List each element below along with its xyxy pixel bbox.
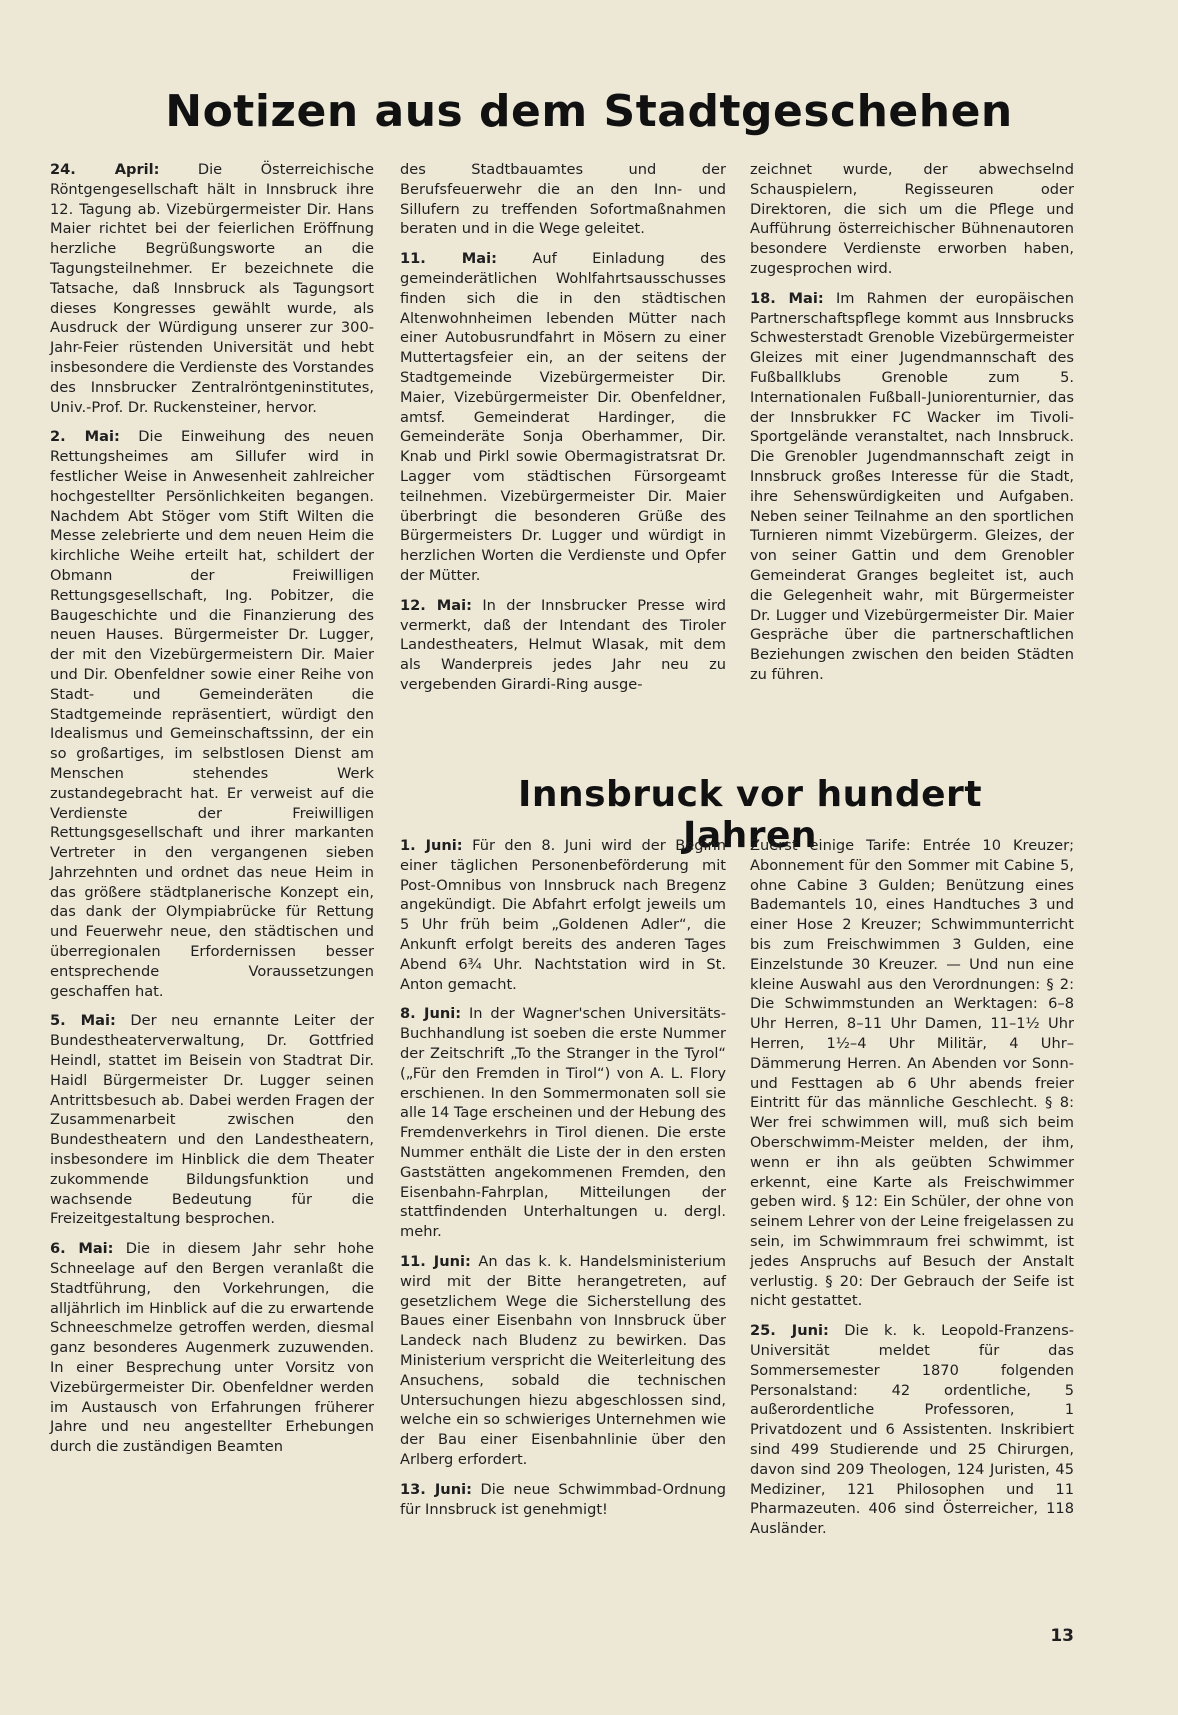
- entry-date: 24. April:: [50, 161, 160, 178]
- news-entry: [50, 1011, 374, 1229]
- entry-text: In der Wagner'schen Universitäts-Buchhandlung ist soeben die erste Nummer der Zeitschrift „To the Stranger in the Tyrol“ („Für den Fremden in Tirol“) von A. L. Flory erschienen. In den Sommermonaten soll sie alle 14 Tage erscheinen und der Hebung des Fremdenverkehrs in Tirol dienen. Die erste Nummer enthält die Liste der in den ersten Gaststätten angekommenen Fremden, den Eisenbahn-Fahrplan, Mitteilungen der stattfindenden Unterhaltungen u. dergl. mehr.: [400, 1005, 726, 1241]
- entry-text: Zuerst einige Tarife: Entrée 10 Kreuzer; Abonnement für den Sommer mit Cabine 5, ohne Cabine 3 Gulden; Benützung eines Bademantels 10, eines Handtuches 3 und einer Hose 2 Kreuzer; Schwimmunterricht bis zum Freischwimmen 3 Gulden, eine Einzelstunde 30 Kreuzer. — Und nun eine kleine Auswahl aus den Verordnungen: § 2: Die Schwimmstunden an Werktagen: 6–8 Uhr Herren, 8–11 Uhr Damen, 11–1½ Uhr Herren, 1½–4 Uhr Militär, 4 Uhr–Dämmerung Herren. An Abenden vor Sonn- und Festtagen ab 6 Uhr abends freier Eintritt für das männliche Geschlecht. § 8: Wer frei schwimmen will, muß sich beim Oberschwimm-Meister melden, der ihm, wenn er ihn als geübten Schwimmer erkennt, eine Karte als Freischwimmer geben wird. § 12: Ein Schüler, der ohne von seinem Lehrer von der Leine freigelassen zu sein, im Schwimmraum frei schwimmt, ist jedes Anspruchs auf Besuch der Anstalt verlustig. § 20: Der Gebrauch der Seife ist nicht gestattet.: [750, 837, 1074, 1310]
- entry-text: zeichnet wurde, der abwechselnd Schauspielern, Regisseuren oder Direktoren, die sich um die Pflege und Aufführung österreichischer Bühnenautoren besondere Verdienste erworben haben, zugesprochen wird.: [750, 161, 1074, 277]
- news-entry: [400, 160, 726, 239]
- column-3: [750, 160, 1074, 695]
- news-entry: [400, 596, 726, 695]
- entry-text: Auf Einladung des gemeinderätlichen Wohlfahrtsausschusses finden sich die in den städtischen Altenwohnheimen lebenden Mütter nach einer Autobusrundfahrt in Mösern zu einer Muttertagsfeier ein, an der seitens der Stadtgemeinde Vizebürgermeister Dir. Maier, Vizebürgermeister Dir. Obenfeldner, amtsf. Gemeinderat Hardinger, die Gemeinderäte Sonja Oberhammer, Dir. Knab und Pirkl sowie Obermagistratsrat Dr. Lagger vom städtischen Fürsorgeamt teilnehmen. Vizebürgermeister Dir. Maier überbringt die besonderen Grüße des Bürgermeisters Dr. Lugger und würdigt in herzlichen Worten die Verdienste und Opfer der Mütter.: [400, 250, 726, 584]
- section-headline: Innsbruck vor hundert Jahren: [517, 774, 983, 856]
- column-1: [50, 160, 374, 1467]
- news-entry: [50, 1239, 374, 1457]
- news-entry: [50, 427, 374, 1001]
- entry-date: 11. Mai:: [400, 250, 497, 268]
- news-entry: [750, 1321, 1074, 1539]
- entry-text: Die k. k. Leopold-Franzens-Universität meldet für das Sommersemester 1870 folgenden Personalstand: 42 ordentliche, 5 außerordentliche Professoren, 1 Privatdozent und 6 Assistenten. Inskribiert sind 499 Studierende und 25 Chirurgen, davon sind 209 Theologen, 124 Juristen, 45 Mediziner, 121 Philosophen und 11 Pharmazeuten. 406 sind Österreicher, 118 Ausländer.: [750, 1322, 1074, 1538]
- entry-text: Die in diesem Jahr sehr hohe Schneelage auf den Bergen veranlaßt die Stadtführung, den Vorkehrungen, die alljährlich im Hinblick auf die zu erwartende Schneeschmelze getroffen werden, diesmal ganz besonderes Augenmerk zuzuwenden. In einer Besprechung unter Vorsitz von Vizebürgermeister Dir. Obenfeldner werden im Austausch von Erfahrungen früherer Jahre und neu angestellter Erhebungen durch die zuständigen Beamten: [50, 1240, 374, 1456]
- entry-text: Die Einweihung des neuen Rettungsheimes am Sillufer wird in festlicher Weise in Anwesenheit zahlreicher hochgestellter Persönlichkeiten begangen. Nachdem Abt Stöger vom Stift Wilten die Messe zelebrierte und dem neuen Heim die kirchliche Weihe erteilt hat, schildert der Obmann der Freiwilligen Rettungsgesellschaft, Ing. Pobitzer, die Baugeschichte und die Finanzierung des neuen Hauses. Bürgermeister Dr. Lugger, der mit den Vizebürgermeistern Dir. Maier und Dir. Obenfeldner sowie einer Reihe von Stadt- und Gemeinderäten die Stadtgemeinde repräsentiert, würdigt den Idealismus und Gemeinschaftssinn, der ein so großartiges, im selbstlosen Dienst am Menschen stehendes Werk zustandegebracht hat. Er verweist auf die Verdienste der Freiwilligen Rettungsgesellschaft und ihrer markanten Vertreter in den vergangenen sieben Jahrzehnten und ordnet das neue Heim in das größere städtplanerische Konzept ein, das dank der Olympiabrücke für Rettung und Feuerwehr neue, den städtischen und überregionalen Erfordernissen besser entsprechende Voraussetzungen geschaffen hat.: [50, 428, 374, 1000]
- news-entry: [750, 836, 1074, 1311]
- news-entry: [400, 249, 726, 586]
- entry-text: des Stadtbauamtes und der Berufsfeuerwehr die an den Inn- und Sillufern zu treffenden Sofortmaßnahmen beraten und in die Wege geleitet.: [400, 161, 726, 238]
- entry-date: 1. Juni:: [400, 837, 463, 854]
- news-entry: [400, 1480, 726, 1520]
- column-4: [400, 836, 726, 1529]
- entry-date: 2. Mai:: [50, 428, 120, 446]
- entry-text: Für den 8. Juni wird der Beginn einer täglichen Personenbeförderung mit Post-Omnibus von Innsbruck nach Bregenz angekündigt. Die Abfahrt erfolgt jeweils um 5 Uhr früh beim „Goldenen Adler“, die Ankunft erfolgt bereits des anderen Tages Abend 6¾ Uhr. Nachtstation wird in St. Anton gemacht.: [400, 837, 727, 993]
- entry-text: Die neue Schwimmbad-Ordnung für Innsbruck ist genehmigt!: [400, 1480, 726, 1518]
- page-headline: Notizen aus dem Stadtgeschehen: [165, 86, 1013, 137]
- entry-date: 5. Mai:: [50, 1012, 116, 1030]
- entry-date: 13. Juni:: [400, 1480, 472, 1498]
- entry-text: Der neu ernannte Leiter der Bundestheaterverwaltung, Dr. Gottfried Heindl, stattet im Beisein von Stadtrat Dir. Haidl Bürgermeister Dr. Lugger seinen Antrittsbesuch ab. Dabei werden Fragen der Zusammenarbeit zwischen den Bundestheatern und den Landestheatern, insbesondere im Hinblick die dem Theater zukommende Bildungsfunktion und wachsende Bedeutung für die Freizeitgestaltung besprochen.: [50, 1012, 374, 1228]
- news-entry: [750, 289, 1074, 685]
- entry-date: 11. Juni:: [400, 1252, 471, 1270]
- entry-text: An das k. k. Handelsministerium wird mit der Bitte herangetreten, auf gesetzlichem Wege die Sicherstellung des Baues einer Eisenbahn von Innsbruck über Landeck nach Bludenz zu bewirken. Das Ministerium verspricht die Weiterleitung des Ansuchens, sobald die technischen Untersuchungen hiezu abgeschlossen sind, welche ein so schwieriges Unternehmen wie der Bau einer Eisenbahnlinie über den Arlberg erfordert.: [400, 1252, 727, 1468]
- news-entry: [400, 1252, 726, 1470]
- entry-text: In der Innsbrucker Presse wird vermerkt, daß der Intendant des Tiroler Landestheaters, Helmut Wlasak, mit dem als Wanderpreis jedes Jahr neu zu vergebenden Girardi-Ring ausge-: [400, 596, 727, 693]
- entry-date: 18. Mai:: [750, 289, 824, 307]
- entry-text: Im Rahmen der europäischen Partnerschaftspflege kommt aus Innsbrucks Schwesterstadt Grenoble Vizebürgermeister Gleizes mit einer Jugendmannschaft des Fußballklubs Grenoble zum 5. Internationalen Fußball-Juniorenturnier, das der Innsbrukker FC Wacker im Tivoli-Sportgelände veranstaltet, nach Innsbruck. Die Grenobler Jugendmannschaft zeigt in Innsbruck großes Interesse für die Stadt, ihre Sehenswürdigkeiten und Aufgaben. Neben seiner Teilnahme an den sportlichen Turnieren nimmt Vizebürgerm. Gleizes, der von seiner Gattin und dem Grenobler Gemeinderat Granges begleitet ist, auch die Gelegenheit wahr, mit Bürgermeister Dr. Lugger und Vizebürgermeister Dir. Maier Gespräche über die partnerschaftlichen Beziehungen zwischen den beiden Städten zu führen.: [750, 289, 1074, 683]
- column-2: [400, 160, 726, 705]
- news-entry: [750, 160, 1074, 279]
- entry-date: 12. Mai:: [400, 596, 472, 614]
- news-entry: [400, 836, 726, 994]
- entry-date: 8. Juni:: [400, 1005, 462, 1023]
- news-entry: [400, 1004, 726, 1242]
- entry-text: Die Österreichische Röntgengesellschaft hält in Innsbruck ihre 12. Tagung ab. Vizebürgermeister Dir. Hans Maier richtet bei der feierlichen Eröffnung herzliche Begrüßungsworte an die Tagungsteilnehmer. Er bezeichnete die Tatsache, daß Innsbruck als Tagungsort dieses Kongresses gewählt wurde, als Ausdruck der Würdigung unserer zur 300-Jahr-Feier rüstenden Universität und hebt insbesondere die Verdienste des Vorstandes des Innsbrucker Zentralröntgeninstitutes, Univ.-Prof. Dr. Ruckensteiner, hervor.: [50, 161, 374, 416]
- entry-date: 25. Juni:: [750, 1322, 829, 1340]
- page-number: 13: [1050, 1626, 1074, 1646]
- entry-date: 6. Mai:: [50, 1240, 114, 1258]
- column-5: [750, 836, 1074, 1549]
- news-entry: [50, 160, 374, 417]
